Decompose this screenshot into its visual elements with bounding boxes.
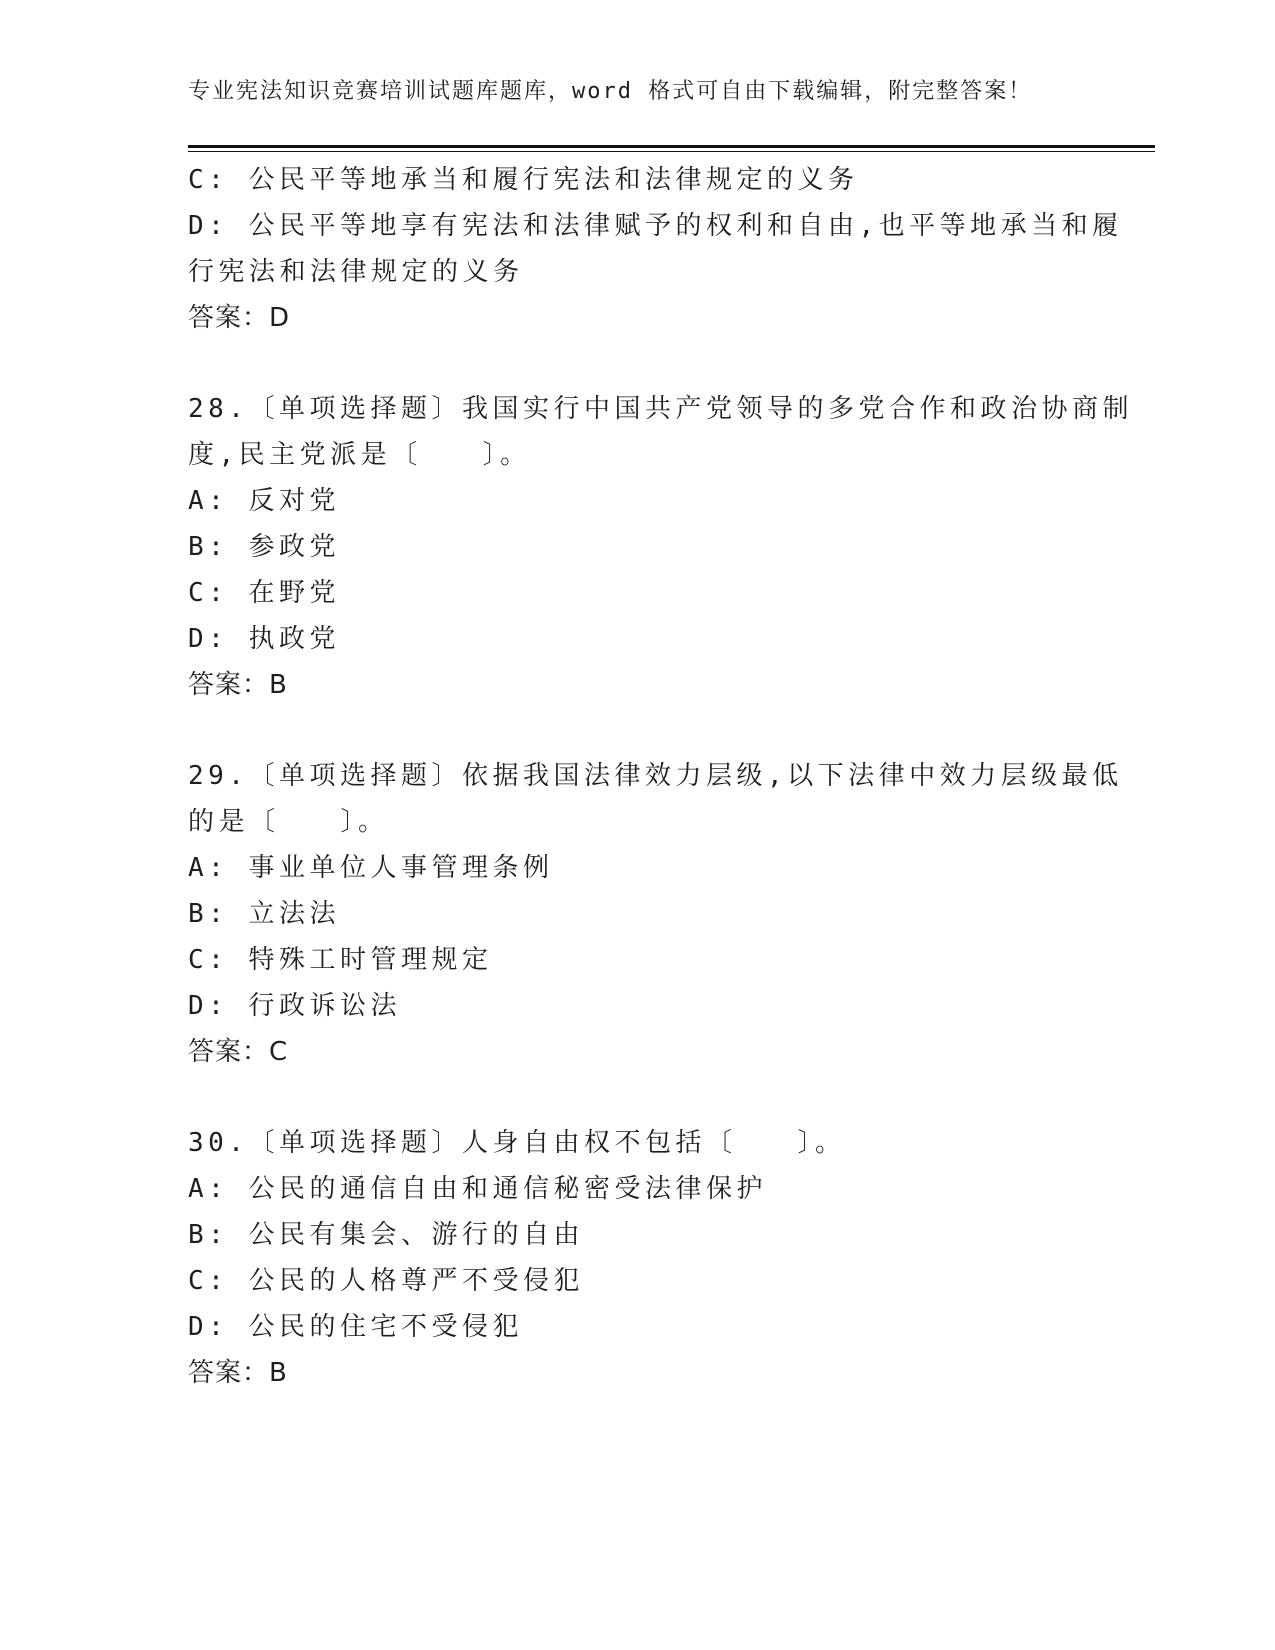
option-d-continued: 行宪法和法律规定的义务 xyxy=(188,257,524,287)
option-a: A: 反对党 xyxy=(188,486,340,516)
question-stem-continued: 度,民主党派是〔 〕。 xyxy=(188,440,531,470)
answer: 答案：D xyxy=(188,303,291,333)
answer: 答案：B xyxy=(188,670,288,700)
page-header: 专业宪法知识竞赛培训试题库题库，word 格式可自由下载编辑，附完整答案！ xyxy=(188,79,1033,104)
option-c: C: 公民平等地承当和履行宪法和法律规定的义务 xyxy=(188,165,859,195)
option-b: B: 立法法 xyxy=(188,899,340,929)
header-rule-thin xyxy=(188,151,1155,152)
question-stem: 30.〔单项选择题〕人身自由权不包括〔 〕。 xyxy=(188,1128,846,1158)
question-stem: 29.〔单项选择题〕依据我国法律效力层级,以下法律中效力层级最低 xyxy=(188,761,1123,791)
option-a: A: 公民的通信自由和通信秘密受法律保护 xyxy=(188,1174,767,1204)
question-30 xyxy=(188,1120,1088,1396)
option-c: C: 公民的人格尊严不受侵犯 xyxy=(188,1266,584,1296)
answer: 答案：C xyxy=(188,1037,289,1067)
question-29 xyxy=(188,753,1123,1075)
option-d: D: 行政诉讼法 xyxy=(188,991,401,1021)
question-stem-continued: 的是〔 〕。 xyxy=(188,807,389,837)
option-a: A: 事业单位人事管理条例 xyxy=(188,853,554,883)
option-d: D: 公民的住宅不受侵犯 xyxy=(188,1312,523,1342)
option-c: C: 在野党 xyxy=(188,578,340,608)
spacer xyxy=(188,1075,1088,1120)
question-stem: 28.〔单项选择题〕我国实行中国共产党领导的多党合作和政治协商制 xyxy=(188,394,1133,424)
spacer xyxy=(188,708,1088,753)
continuation-block xyxy=(188,157,1123,341)
question-28 xyxy=(188,386,1133,708)
option-d: D: 执政党 xyxy=(188,624,340,654)
spacer xyxy=(188,341,1088,386)
option-b: B: 参政党 xyxy=(188,532,340,562)
option-d: D: 公民平等地享有宪法和法律赋予的权利和自由,也平等地承当和履 xyxy=(188,211,1123,241)
option-b: B: 公民有集会、游行的自由 xyxy=(188,1220,584,1250)
question-content xyxy=(188,157,1133,1396)
answer: 答案：B xyxy=(188,1358,288,1388)
header-rule-thick xyxy=(188,145,1155,148)
option-c: C: 特殊工时管理规定 xyxy=(188,945,493,975)
